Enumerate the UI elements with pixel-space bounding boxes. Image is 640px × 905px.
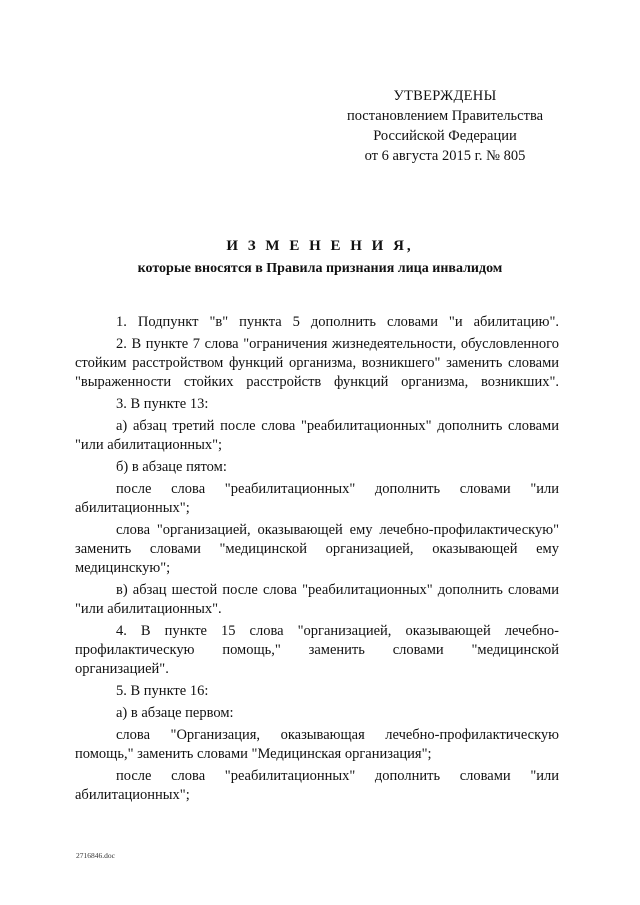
paragraph-subitem-3b: б) в абзаце пятом: <box>116 459 227 475</box>
paragraph-subitem-5a-2: после слова "реабилитационных" дополнить словами "или абилитационных"; <box>75 768 560 803</box>
approval-title: УТВЕРЖДЕНЫ <box>393 88 497 104</box>
paragraph-item-2: 2. В пункте 7 слова "ограничения жизнедеятельности, обусловленного стойким расстройством функций организма, возникшего" заменить словами "выраженности стойких расстройств функций организма, возникших". <box>75 336 560 390</box>
paragraph-subitem-3b-2: слова "организацией, оказывающей ему лечебно-профилактическую" заменить словами "медицинской организацией, оказывающей ему медицинскую"; <box>75 522 559 576</box>
approval-date-line: от 6 августа 2015 г. № 805 <box>364 148 526 164</box>
document-heading <box>60 238 580 277</box>
approval-block <box>330 86 560 166</box>
paragraph-item-3: 3. В пункте 13: <box>116 396 209 412</box>
document-body <box>75 313 559 805</box>
paragraph-item-1: 1. Подпункт "в" пункта 5 дополнить словами "и абилитацию". <box>116 314 559 330</box>
document-filename: 2716846.doc <box>76 851 115 860</box>
paragraph-subitem-3c: в) абзац шестой после слова "реабилитационных" дополнить словами "или абилитационных". <box>75 582 559 617</box>
paragraph-subitem-3b-1: после слова "реабилитационных" дополнить словами "или абилитационных"; <box>75 481 559 516</box>
paragraph-item-5: 5. В пункте 16: <box>116 683 209 699</box>
paragraph-item-4: 4. В пункте 15 слова "организацией, оказывающей лечебно- профилактическую помощь," заменить словами "медицинской организацией". <box>75 623 559 677</box>
approval-line: Российской Федерации <box>373 128 517 144</box>
paragraph-subitem-3a: а) абзац третий после слова "реабилитационных" дополнить словами "или абилитационных"; <box>75 418 559 453</box>
paragraph-subitem-5a: а) в абзаце первом: <box>116 705 234 721</box>
approval-line: постановлением Правительства <box>346 108 544 124</box>
document-title: И З М Е Н Е Н И Я, <box>226 238 414 254</box>
paragraph-subitem-5a-1: слова "Организация, оказывающая лечебно-профилактическую помощь," заменить словами "Медицинская организация"; <box>75 727 559 762</box>
document-subtitle: которые вносятся в Правила признания лица инвалидом <box>137 261 503 276</box>
